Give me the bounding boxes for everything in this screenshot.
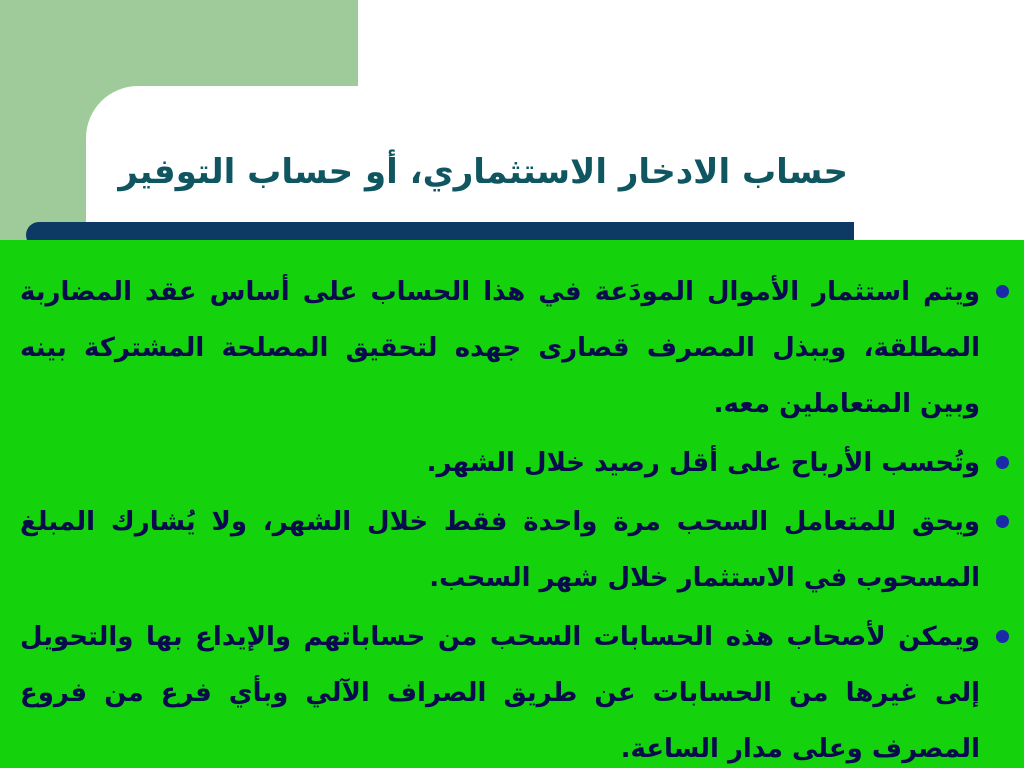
slide-title: حساب الادخار الاستثماري، أو حساب التوفير: [118, 152, 848, 192]
bullet-text-2: وتُحسب الأرباح على أقل رصيد خلال الشهر.: [426, 448, 980, 478]
bullet-text-4: ويمكن لأصحاب هذه الحسابات السحب من حساباتهم والإيداع بها والتحويل إلى غيرها من الحسابات عن طريق الصراف الآلي وبأي فرع من فروع المصرف وعلى مدار الساعة.: [20, 622, 980, 764]
content-area: [0, 240, 1024, 768]
bullet-item-2: [20, 435, 1014, 491]
bullet-icon: [996, 456, 1009, 469]
bullet-icon: [996, 515, 1009, 528]
bullet-item-3: [20, 494, 1014, 606]
bullet-item-1: [20, 264, 1014, 432]
bullet-icon: [996, 630, 1009, 643]
bullet-item-4: [20, 609, 1014, 777]
bullet-list: [20, 264, 1014, 780]
bullet-icon: [996, 285, 1009, 298]
bullet-text-3: ويحق للمتعامل السحب مرة واحدة فقط خلال الشهر، ولا يُشارك المبلغ المسحوب في الاستثمار خلال شهر السحب.: [20, 507, 980, 593]
bullet-text-1: ويتم استثمار الأموال المودَعة في هذا الحساب على أساس عقد المضاربة المطلقة، ويبذل المصرف قصارى جهده لتحقيق المصلحة المشتركة بينه وبين المتعاملين معه.: [20, 277, 980, 419]
